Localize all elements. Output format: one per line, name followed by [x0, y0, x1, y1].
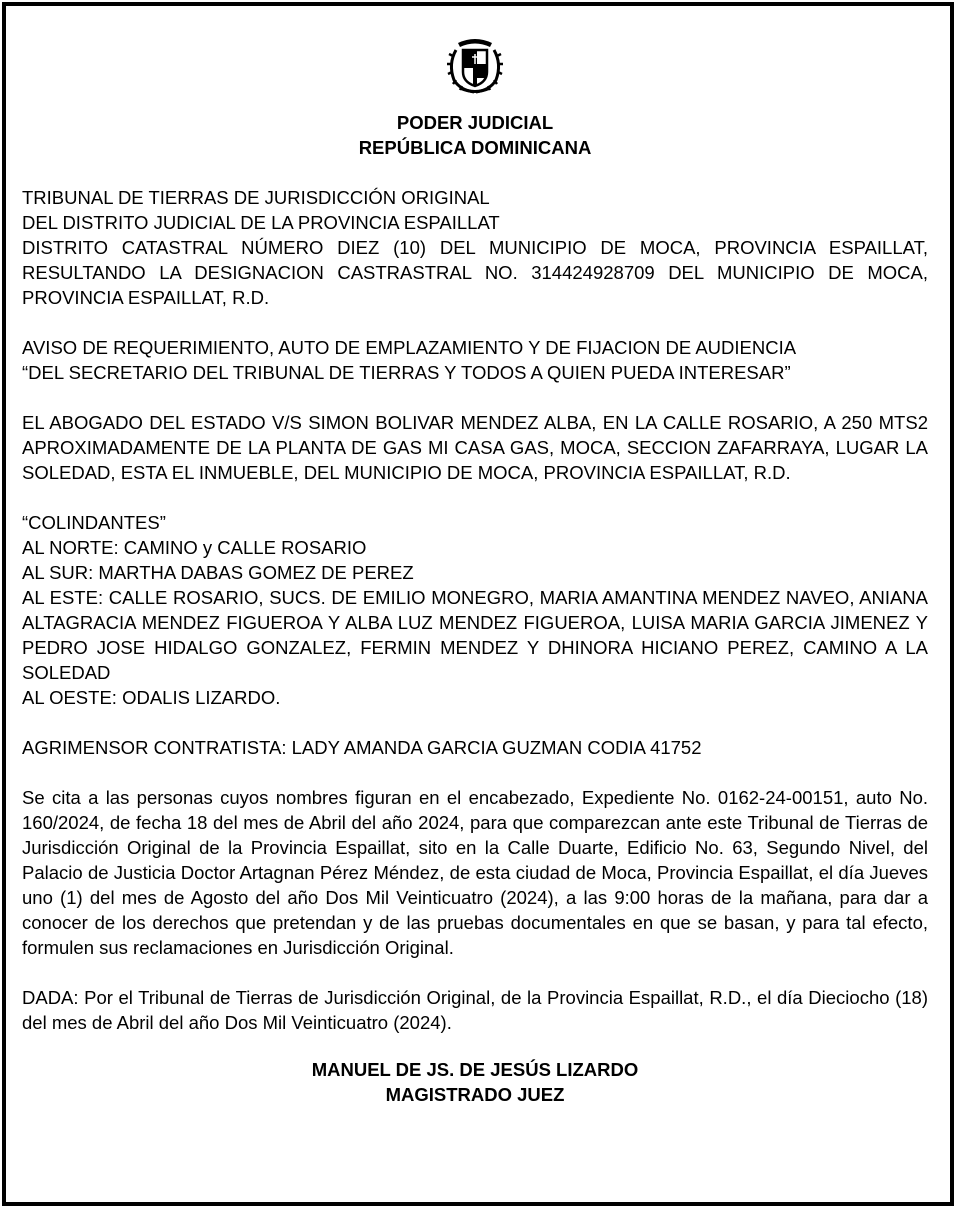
colindante-norte: AL NORTE: CAMINO y CALLE ROSARIO: [22, 537, 367, 558]
colindante-oeste: AL OESTE: ODALIS LIZARDO.: [22, 687, 281, 708]
tribunal-line-2: DEL DISTRITO JUDICIAL DE LA PROVINCIA ESPAILLAT: [22, 212, 500, 233]
aviso-line-2: “DEL SECRETARIO DEL TRIBUNAL DE TIERRAS Y TODOS A QUIEN PUEDA INTERESAR”: [22, 362, 791, 383]
citation-paragraph: Se cita a las personas cuyos nombres figuran en el encabezado, Expediente No. 0162-24-00151, auto No. 160/2024, de fecha 18 del mes de Abril del año 2024, para que comparezcan ante este Tribunal de Tierras de Jurisdicción Original de la Provincia Espaillat, sito en la Calle Duarte, Edificio No. 63, Segundo Nivel, del Palacio de Justicia Doctor Artagnan Pérez Méndez, de esta ciudad de Moca, Provincia Espaillat, el día Jueves uno (1) del mes de Agosto del año Dos Mil Veinticuatro (2024), a las 9:00 horas de la mañana, para dar a conocer de los derechos que pretendan y de las pruebas documentales en que se basan, y para tal efecto, formulen sus reclamaciones en Jurisdicción Original.: [22, 787, 928, 958]
signature-title: MAGISTRADO JUEZ: [385, 1084, 565, 1105]
parties-paragraph: EL ABOGADO DEL ESTADO V/S SIMON BOLIVAR MENDEZ ALBA, EN LA CALLE ROSARIO, A 250 MTS2 APROXIMADAMENTE DE LA PLANTA DE GAS MI CASA GAS, MOCA, SECCION ZAFARRAYA, LUGAR LA SOLEDAD, ESTA EL INMUEBLE, DEL MUNICIPIO DE MOCA, PROVINCIA ESPAILLAT, R.D.: [22, 412, 928, 483]
colindantes-title: “COLINDANTES”: [22, 512, 166, 533]
header-line-2: REPÚBLICA DOMINICANA: [358, 137, 592, 158]
coat-of-arms-icon: [444, 34, 506, 96]
header-line-1: PODER JUDICIAL: [396, 112, 554, 133]
agrimensor-line: AGRIMENSOR CONTRATISTA: LADY AMANDA GARCIA GUZMAN CODIA 41752: [22, 737, 702, 758]
colindante-este: AL ESTE: CALLE ROSARIO, SUCS. DE EMILIO MONEGRO, MARIA AMANTINA MENDEZ NAVEO, ANIANA ALTAGRACIA MENDEZ FIGUEROA Y ALBA LUZ MENDEZ FIGUEROA, LUISA MARIA GARCIA JIMENEZ Y PEDRO JOSE HIDALGO GONZALEZ, FERMIN MENDEZ Y DHINORA HICIANO PEREZ, CAMINO A LA SOLEDAD: [22, 587, 928, 683]
signature-name: MANUEL DE JS. DE JESÚS LIZARDO: [311, 1059, 639, 1080]
tribunal-line-3: DISTRITO CATASTRAL NÚMERO DIEZ (10) DEL MUNICIPIO DE MOCA, PROVINCIA ESPAILLAT, RESULTANDO LA DESIGNACION CASTRASTRAL NO. 314424928709 DEL MUNICIPIO DE MOCA, PROVINCIA ESPAILLAT, R.D.: [22, 237, 928, 308]
legal-notice: [22, 0, 928, 1107]
aviso-line-1: AVISO DE REQUERIMIENTO, AUTO DE EMPLAZAMIENTO Y DE FIJACION DE AUDIENCIA: [22, 337, 797, 358]
colindante-sur: AL SUR: MARTHA DABAS GOMEZ DE PEREZ: [22, 562, 414, 583]
dada-paragraph: DADA: Por el Tribunal de Tierras de Jurisdicción Original, de la Provincia Espaillat, R.D., el día Dieciocho (18) del mes de Abril del año Dos Mil Veinticuatro (2024).: [22, 987, 928, 1033]
tribunal-line-1: TRIBUNAL DE TIERRAS DE JURISDICCIÓN ORIGINAL: [22, 187, 490, 208]
